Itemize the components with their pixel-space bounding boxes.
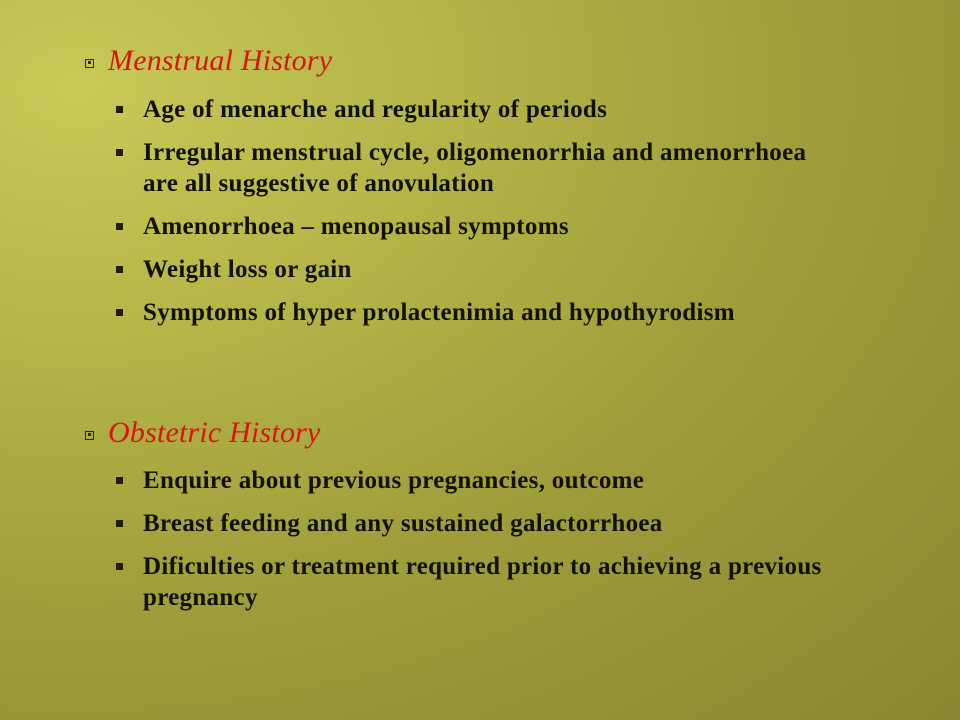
square-bullet-icon bbox=[116, 266, 123, 273]
list-item-text: Irregular menstrual cycle, oligomenorrhia and amenorrhoea are all suggestive of anovulation bbox=[143, 139, 807, 197]
list-item bbox=[116, 551, 876, 613]
section-bullet-icon bbox=[85, 59, 94, 68]
section-bullet-icon bbox=[85, 431, 94, 440]
list-item-text: Symptoms of hyper prolactenimia and hypothyrodism bbox=[143, 299, 735, 326]
list-item bbox=[116, 94, 906, 125]
list-item-text: Weight loss or gain bbox=[143, 256, 352, 283]
square-bullet-icon bbox=[116, 309, 123, 316]
list-item bbox=[116, 137, 836, 199]
list-item-text: Breast feeding and any sustained galactorrhoea bbox=[143, 510, 663, 537]
square-bullet-icon bbox=[116, 563, 123, 570]
list-item-text: Amenorrhoea – menopausal symptoms bbox=[143, 213, 569, 240]
list-item-text: Enquire about previous pregnancies, outcome bbox=[143, 467, 645, 494]
section-menstrual-history bbox=[85, 44, 332, 78]
list-item bbox=[116, 254, 906, 285]
list-item bbox=[116, 508, 906, 539]
list-item bbox=[116, 211, 906, 242]
list-item-text: Dificulties or treatment required prior to achieving a previous pregnancy bbox=[143, 553, 822, 611]
list-item bbox=[116, 297, 756, 328]
section-title: Menstrual History bbox=[108, 44, 333, 77]
list-item bbox=[116, 465, 906, 496]
square-bullet-icon bbox=[116, 477, 123, 484]
square-bullet-icon bbox=[116, 520, 123, 527]
square-bullet-icon bbox=[116, 149, 123, 156]
section-obstetric-history bbox=[85, 416, 321, 450]
square-bullet-icon bbox=[116, 223, 123, 230]
section-title: Obstetric History bbox=[108, 416, 321, 449]
square-bullet-icon bbox=[116, 106, 123, 113]
list-item-text: Age of menarche and regularity of periods bbox=[143, 96, 608, 123]
